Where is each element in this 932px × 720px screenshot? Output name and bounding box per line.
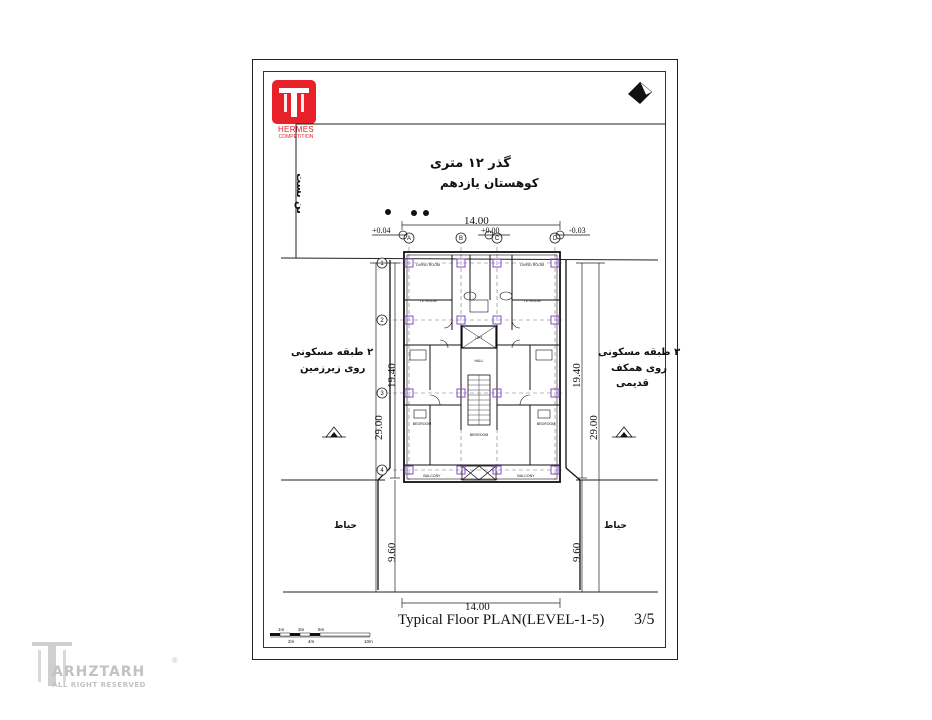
scale-4m: 4m <box>308 639 315 644</box>
sheet-number: 3/5 <box>634 611 655 628</box>
street-name-line1: گذر ۱۲ متری <box>430 156 511 171</box>
room-bedroom-mid: BEDROOM <box>469 433 489 437</box>
axis-label-d: D <box>552 236 558 242</box>
room-living-left: LIVING ROOM <box>416 263 440 267</box>
watermark-sub: ALL RIGHT RESERVED <box>52 681 146 689</box>
dim-width-bottom: 14.00 <box>465 601 490 613</box>
scale-3m: 3m <box>298 627 305 632</box>
axis-label-c: C <box>494 236 500 242</box>
dim-width-top: 14.00 <box>464 215 489 227</box>
room-tv-right: TV. ROOM <box>523 299 541 303</box>
scale-1m: 1m <box>278 627 285 632</box>
dim-building-left: 19.40 <box>386 363 398 388</box>
room-bedroom-left: BEDROOM <box>412 422 432 426</box>
building-walls <box>404 252 560 482</box>
entrance-dots <box>385 209 429 216</box>
dim-depth-total-right: 29.00 <box>588 415 600 440</box>
logo-brand-text: HERMES <box>277 125 315 134</box>
level-right: -0.03 <box>569 226 586 235</box>
north-arrow-icon <box>628 82 652 104</box>
scale-5m: 5m <box>318 627 325 632</box>
room-living-right: LIVING ROOM <box>520 263 544 267</box>
scale-2m: 2m <box>288 639 295 644</box>
neighbor-right-line2: روی همکف <box>611 363 667 374</box>
scale-bar <box>270 633 370 637</box>
scale-10m: 10m <box>364 639 373 644</box>
logo-sub-text: COMPETITION <box>278 134 314 140</box>
dim-building-right: 19.40 <box>571 363 583 388</box>
street-name-line2: کوهستان یازدهم <box>440 176 539 190</box>
axis-label-4: 4 <box>380 468 384 474</box>
room-bedroom-right: BEDROOM <box>536 422 556 426</box>
room-hall: HALL <box>474 359 484 363</box>
watermark-name: ARHZTARH <box>52 664 146 680</box>
watermark-registered: ® <box>172 656 178 665</box>
axis-label-1: 1 <box>380 261 384 267</box>
neighbor-left-line2: روی زیرزمین <box>300 363 366 374</box>
dim-yard-left: 9.60 <box>386 542 398 562</box>
yard-right-label: حیاط <box>604 521 627 531</box>
level-left: +0.04 <box>372 226 391 235</box>
drawing-title: Typical Floor PLAN(LEVEL-1-5) <box>398 612 605 628</box>
room-tv-left: TV. ROOM <box>419 299 437 303</box>
axis-label-b: B <box>458 236 464 242</box>
level-middle: +0.00 <box>481 226 500 235</box>
dead-end-label: بن بست <box>293 173 305 214</box>
column-markers <box>405 259 559 474</box>
yard-left-label: حیاط <box>334 521 357 531</box>
room-lift: LIFT <box>475 336 483 340</box>
neighbor-left-line1: ۲ طبقه مسکونی <box>291 347 374 358</box>
neighbor-right-line1: ۳ طبقه مسکونی <box>598 347 681 358</box>
dimension-lines <box>370 221 605 608</box>
axis-label-a: A <box>406 236 412 242</box>
room-balcony-left: BALCONY <box>423 474 441 478</box>
neighbor-right-line3: قدیمی <box>616 378 649 389</box>
axis-label-3: 3 <box>380 391 384 397</box>
room-balcony-right: BALCONY <box>517 474 535 478</box>
dim-depth-total-left: 29.00 <box>373 415 385 440</box>
axis-label-2: 2 <box>380 318 384 324</box>
dim-yard-right: 9.60 <box>571 542 583 562</box>
